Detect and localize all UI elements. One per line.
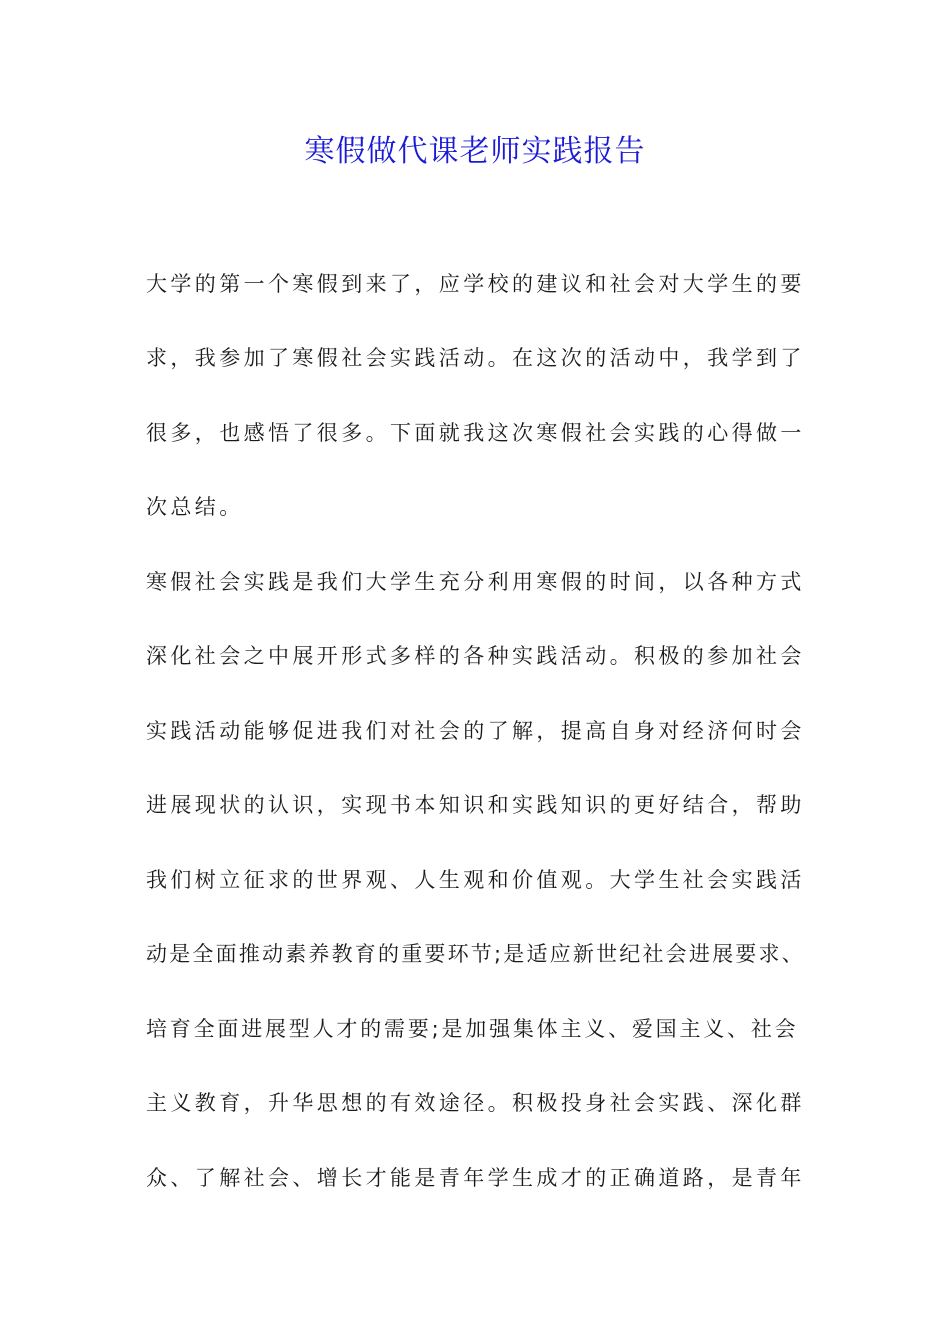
paragraph-line: 动是全面推动素养教育的重要环节;是适应新世纪社会进展要求、 xyxy=(146,942,805,966)
paragraph-line: 众、了解社会、增长才能是青年学生成才的正确道路，是青年 xyxy=(146,1166,805,1190)
paragraph-line: 大学的第一个寒假到来了，应学校的建议和社会对大学生的要 xyxy=(146,272,805,296)
paragraph-line: 进展现状的认识，实现书本知识和实践知识的更好结合，帮助 xyxy=(146,793,805,817)
document-title: 寒假做代课老师实践报告 xyxy=(304,134,646,169)
paragraph-line: 主义教育，升华思想的有效途径。积极投身社会实践、深化群 xyxy=(146,1091,805,1115)
paragraph-line: 深化社会之中展开形式多样的各种实践活动。积极的参加社会 xyxy=(146,644,805,668)
paragraph-line: 寒假社会实践是我们大学生充分利用寒假的时间，以各种方式 xyxy=(146,570,805,594)
paragraph-line: 求，我参加了寒假社会实践活动。在这次的活动中，我学到了 xyxy=(146,346,805,370)
paragraph-line: 很多，也感悟了很多。下面就我这次寒假社会实践的心得做一 xyxy=(146,421,805,445)
paragraph-line: 次总结。 xyxy=(146,495,244,519)
paragraph-line: 我们树立征求的世界观、人生观和价值观。大学生社会实践活 xyxy=(146,868,805,892)
paragraph-line: 培育全面进展型人才的需要;是加强集体主义、爱国主义、社会 xyxy=(146,1017,799,1041)
paragraph-line: 实践活动能够促进我们对社会的了解，提高自身对经济何时会 xyxy=(146,719,805,743)
